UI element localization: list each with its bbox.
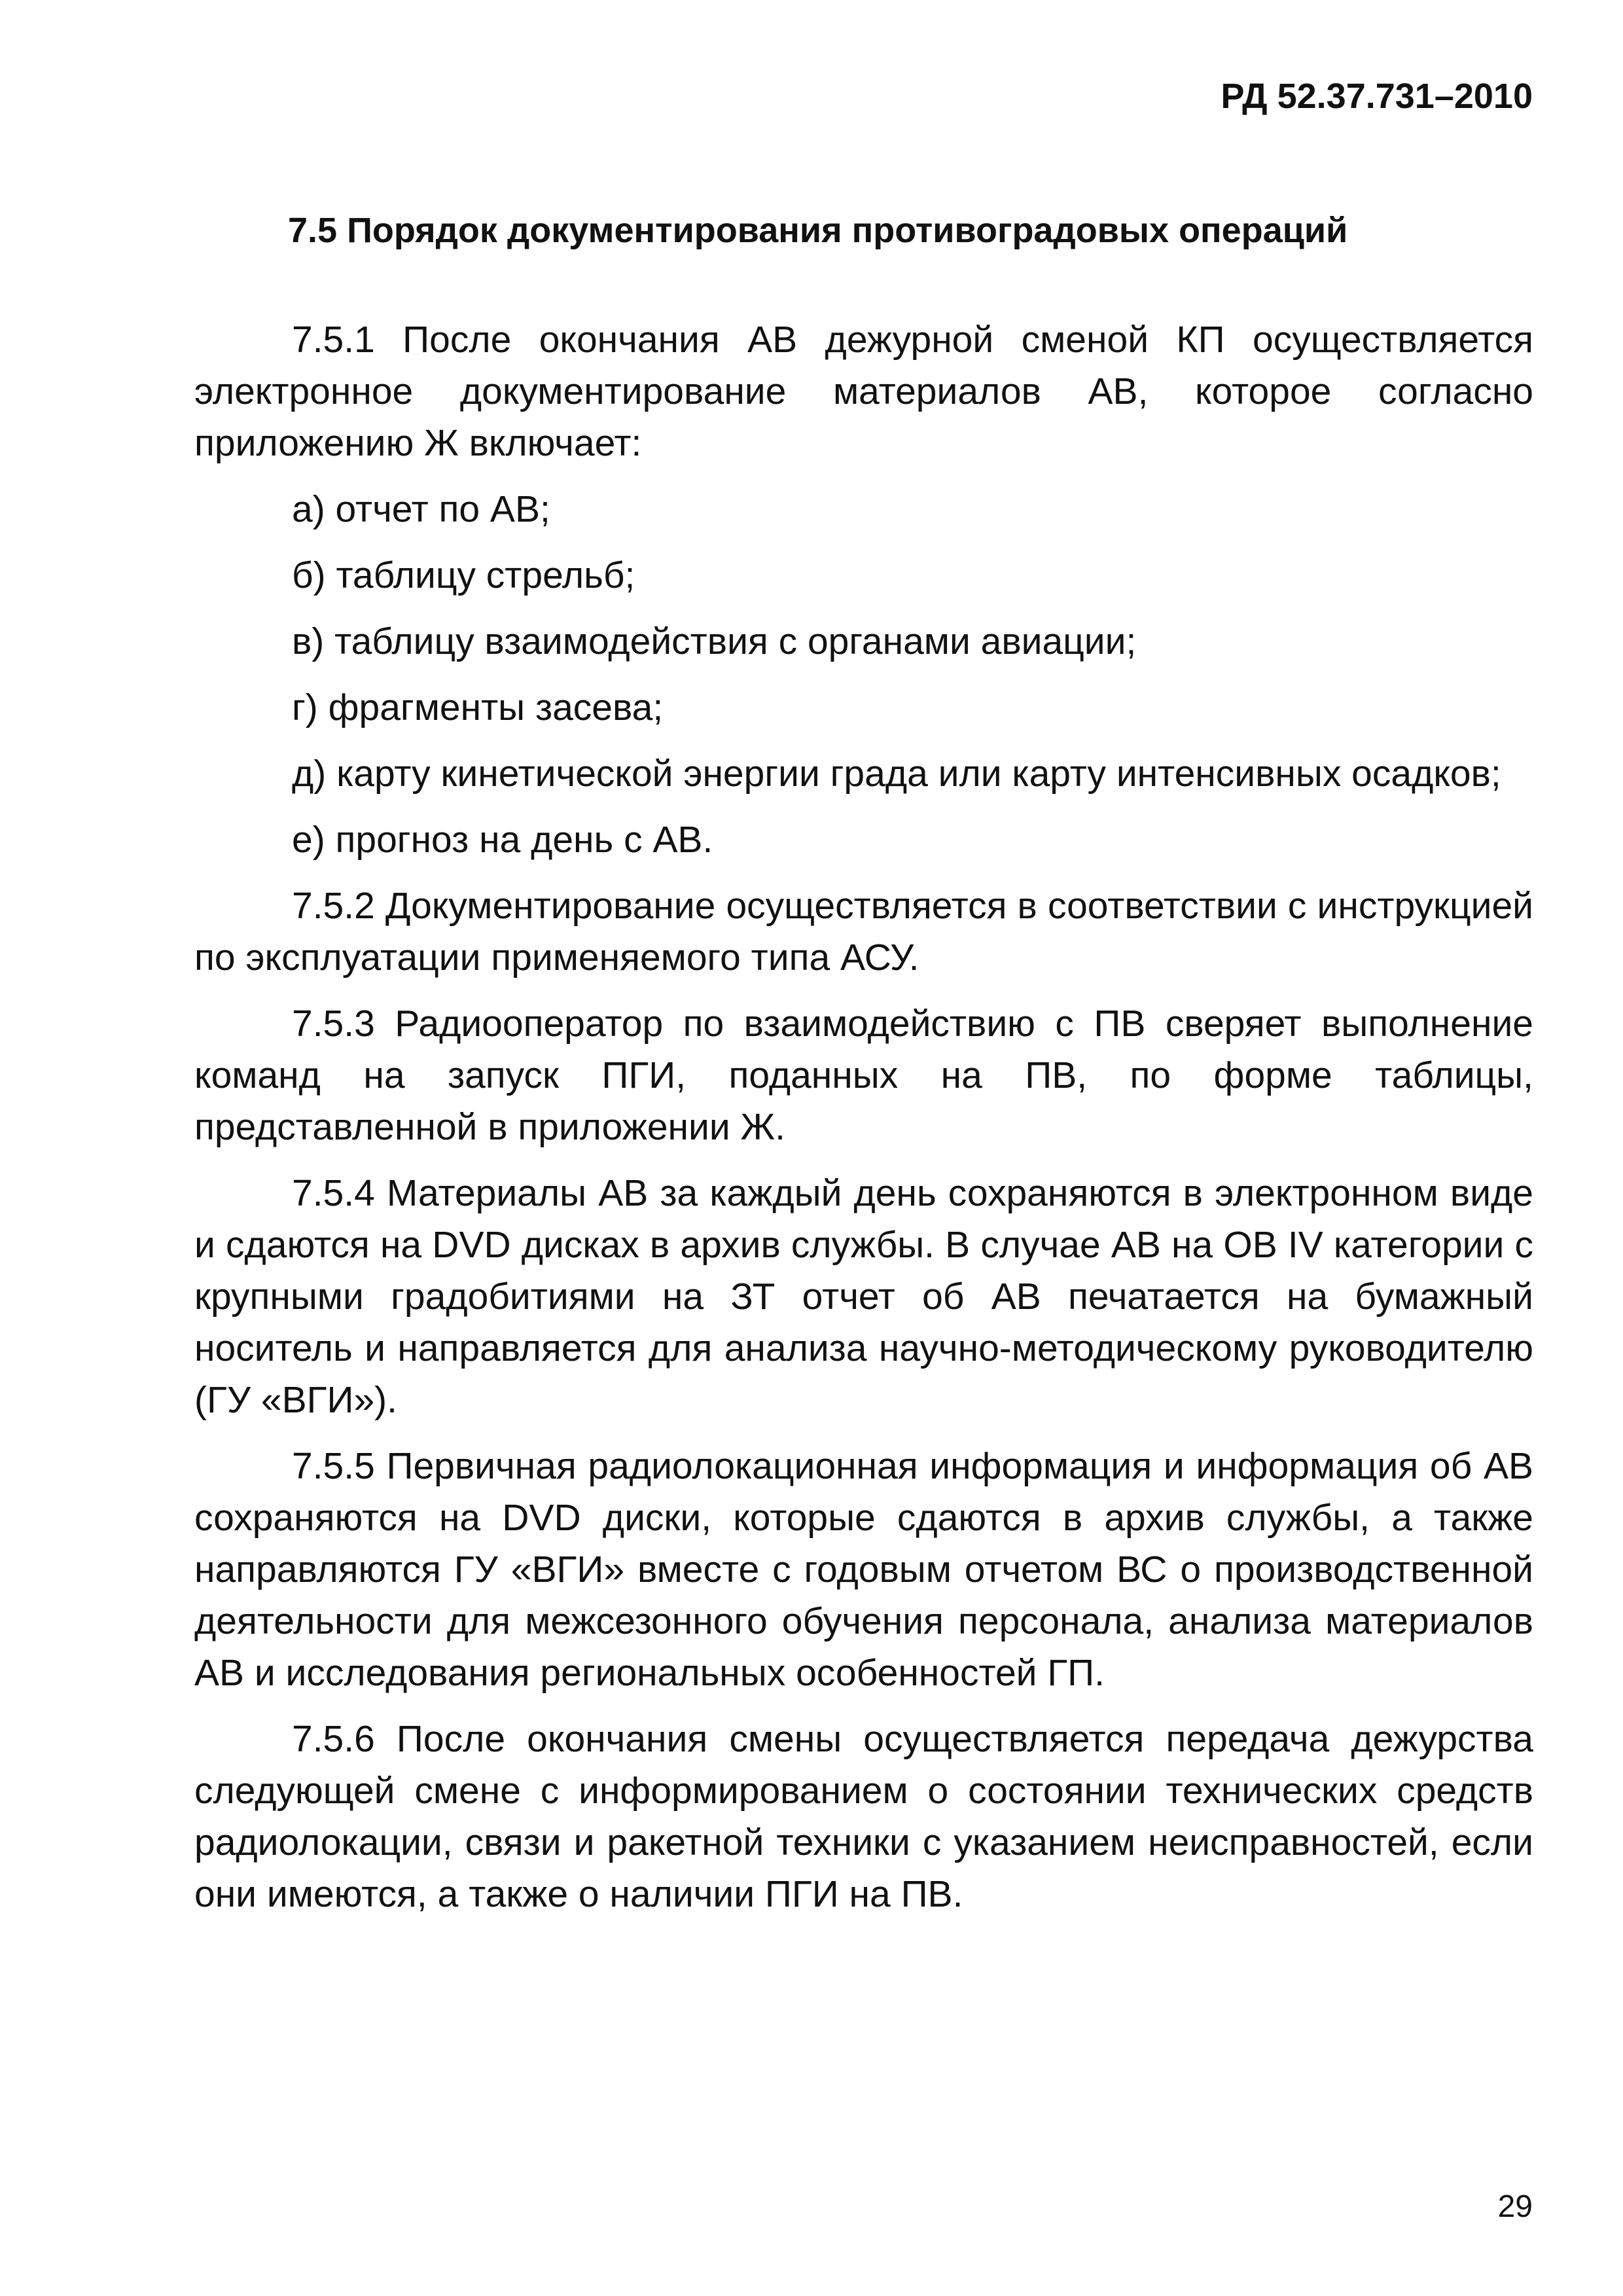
paragraph-7-5-3: 7.5.3 Радиооператор по взаимодействию с ПВ сверяет выполнение команд на запуск ПГИ, поданных на ПВ, по форме таблицы, представленной в приложении Ж.: [194, 1003, 1533, 1148]
page-number: 29: [1497, 2189, 1533, 2224]
list-item: б) таблицу стрельб;: [292, 554, 635, 596]
list-item: е) прогноз на день с АВ.: [292, 819, 713, 861]
paragraph-7-5-6: 7.5.6 После окончания смены осуществляется передача дежурства следующей смене с информированием о состоянии технических средств радиолокации, связи и ракетной техники с указанием неисправностей, если они имеются, а также о наличии ПГИ на ПВ.: [194, 1718, 1533, 1915]
list-item: д) карту кинетической энергии града или карту интенсивных осадков;: [292, 753, 1501, 795]
list-item: а) отчет по АВ;: [292, 488, 550, 530]
paragraph-7-5-5: 7.5.5 Первичная радиолокационная информация и информация об АВ сохраняются на DVD диски, которые сдаются в архив службы, а также направляются ГУ «ВГИ» вместе с годовым отчетом ВС о производственной деятельности для межсезонного обучения персонала, анализа материалов АВ и исследования региональных особенностей ГП.: [194, 1445, 1533, 1694]
document-body: [194, 314, 1533, 1920]
section-title: 7.5 Порядок документирования противоградовых операций: [288, 211, 1348, 250]
list-item: г) фрагменты засева;: [292, 687, 664, 728]
paragraph-7-5-2: 7.5.2 Документирование осуществляется в соответствии с инструкцией по эксплуатации применяемого типа АСУ.: [194, 885, 1533, 978]
list-item: в) таблицу взаимодействия с органами авиации;: [292, 620, 1137, 662]
paragraph-7-5-1: 7.5.1 После окончания АВ дежурной сменой КП осуществляется электронное документирование материалов АВ, которое согласно приложению Ж включает:: [194, 319, 1533, 464]
document-code: РД 52.37.731–2010: [1221, 77, 1533, 116]
paragraph-7-5-4: 7.5.4 Материалы АВ за каждый день сохраняются в электронном виде и сдаются на DVD дисках в архив службы. В случае АВ на ОВ IV категории с крупными градобитиями на ЗТ отчет об АВ печатается на бумажный носитель и направляется для анализа научно-методическому руководителю (ГУ «ВГИ»).: [194, 1172, 1533, 1421]
documentation-list: [194, 484, 1533, 866]
